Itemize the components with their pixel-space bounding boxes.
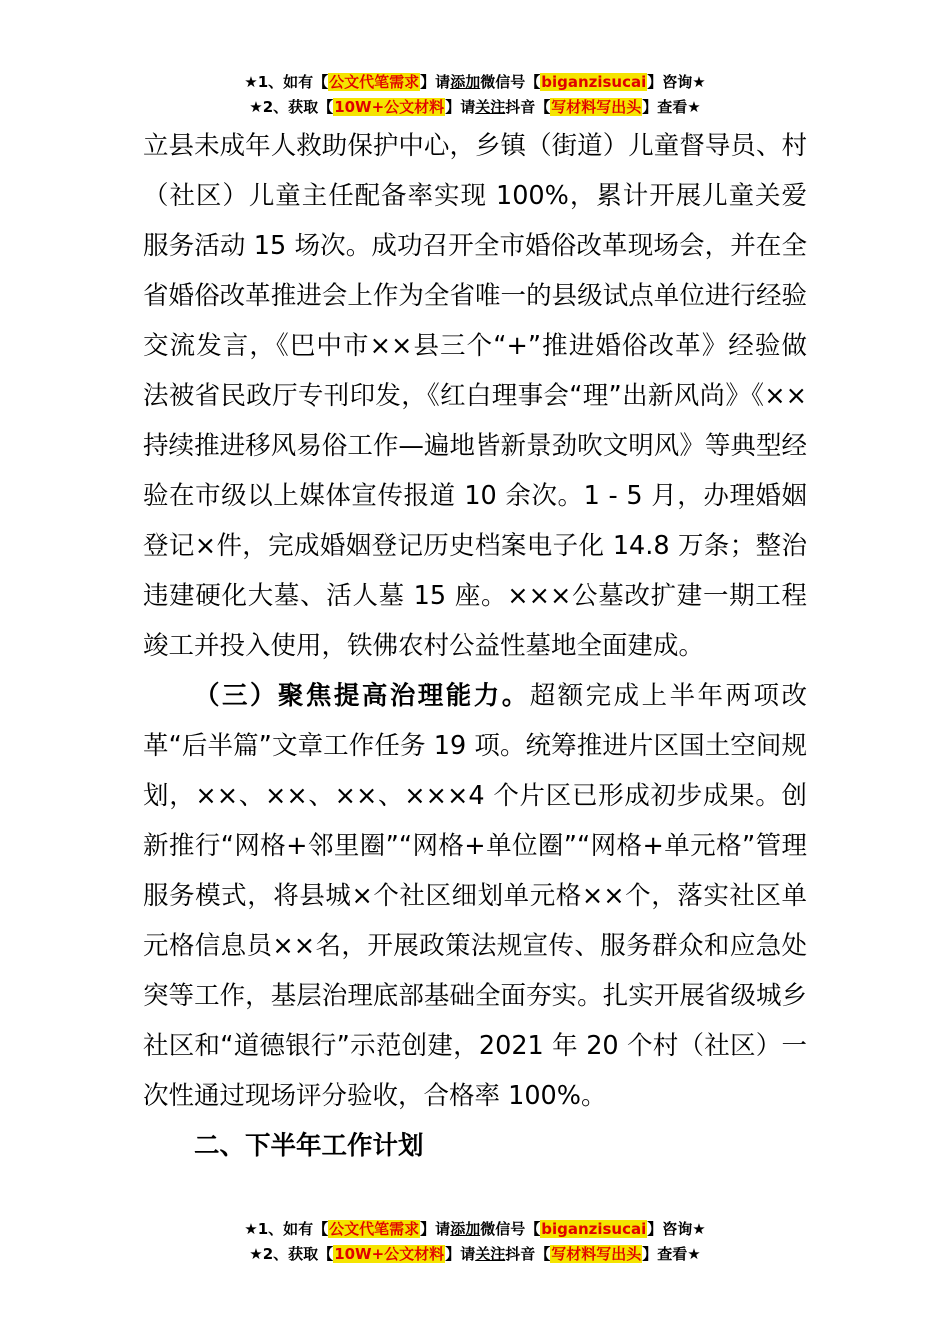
banner-highlight: 10W+公文材料 xyxy=(334,1245,445,1263)
banner-highlight: biganzisucai xyxy=(541,73,647,91)
banner-line-1 xyxy=(0,70,950,95)
bottom-banner xyxy=(0,1217,950,1267)
banner-text: ★2、获取【 xyxy=(249,98,334,116)
banner-highlight: 公文代笔需求 xyxy=(329,1220,420,1238)
banner-underlined-text: 添加 xyxy=(450,73,481,91)
banner-highlight: 写材料写出头 xyxy=(551,98,642,116)
banner-highlight: 公文代笔需求 xyxy=(329,73,420,91)
banner-text: 】请 xyxy=(445,1245,476,1263)
banner-highlight: 写材料写出头 xyxy=(551,1245,642,1263)
banner-text: 抖音【 xyxy=(505,98,551,116)
banner-text: 】查看★ xyxy=(642,98,701,116)
banner-text: ★2、获取【 xyxy=(249,1245,334,1263)
paragraph-heading: （三）聚焦提高治理能力。 xyxy=(194,681,530,711)
document-body xyxy=(143,121,807,1171)
banner-text: ★1、如有【 xyxy=(244,1220,329,1238)
banner-text: ★1、如有【 xyxy=(244,73,329,91)
banner-underlined-text: 关注 xyxy=(475,1245,506,1263)
top-banner xyxy=(0,70,950,120)
banner-text: 】请 xyxy=(420,73,451,91)
banner-text: 】咨询★ xyxy=(647,73,706,91)
banner-line-2 xyxy=(0,95,950,120)
banner-text: 微信号【 xyxy=(480,73,541,91)
paragraph-body: 超额完成上半年两项改革“后半篇”文章工作任务 19 项。统筹推进片区国土空间规划，××、××、××、×××4 个片区已形成初步成果。创新推行“网格+邻里圈”“网格+单位圈”“网格+单元格”管理服务模式，将县城×个社区细划单元格××个，落实社区单元格信息员××名，开展政策法规宣传、服务群众和应急处突等工作，基层治理底部基础全面夯实。扎实开展省级城乡社区和“道德银行”示范创建，2021 年 20 个村（社区）一次性通过现场评分验收，合格率 100%。 xyxy=(143,681,807,1111)
banner-text: 】请 xyxy=(445,98,476,116)
banner-text: 】查看★ xyxy=(642,1245,701,1263)
banner-text: 】请 xyxy=(420,1220,451,1238)
section-heading: 二、下半年工作计划 xyxy=(194,1131,424,1161)
banner-highlight: biganzisucai xyxy=(541,1220,647,1238)
banner-underlined-text: 添加 xyxy=(450,1220,481,1238)
banner-underlined-text: 关注 xyxy=(475,98,506,116)
banner-highlight: 10W+公文材料 xyxy=(334,98,445,116)
paragraph-governance xyxy=(143,671,807,1121)
banner-text: 微信号【 xyxy=(480,1220,541,1238)
banner-text: 】咨询★ xyxy=(647,1220,706,1238)
banner-text: 抖音【 xyxy=(505,1245,551,1263)
paragraph-continuation: 立县未成年人救助保护中心，乡镇（街道）儿童督导员、村（社区）儿童主任配备率实现 100%，累计开展儿童关爱服务活动 15 场次。成功召开全市婚俗改革现场会，并在全省婚俗改革推进会上作为全省唯一的县级试点单位进行经验交流发言，《巴中市××县三个“+”推进婚俗改革》经验做法被省民政厅专刊印发，《红白理事会“理”出新风尚》《××持续推进移风易俗工作—遍地皆新景劲吹文明风》等典型经验在市级以上媒体宣传报道 10 余次。1 - 5 月，办理婚姻登记×件，完成婚姻登记历史档案电子化 14.8 万条；整治违建硬化大墓、活人墓 15 座。×××公墓改扩建一期工程竣工并投入使用，铁佛农村公益性墓地全面建成。 xyxy=(143,131,807,661)
banner-line-1 xyxy=(0,1217,950,1242)
banner-line-2 xyxy=(0,1242,950,1267)
